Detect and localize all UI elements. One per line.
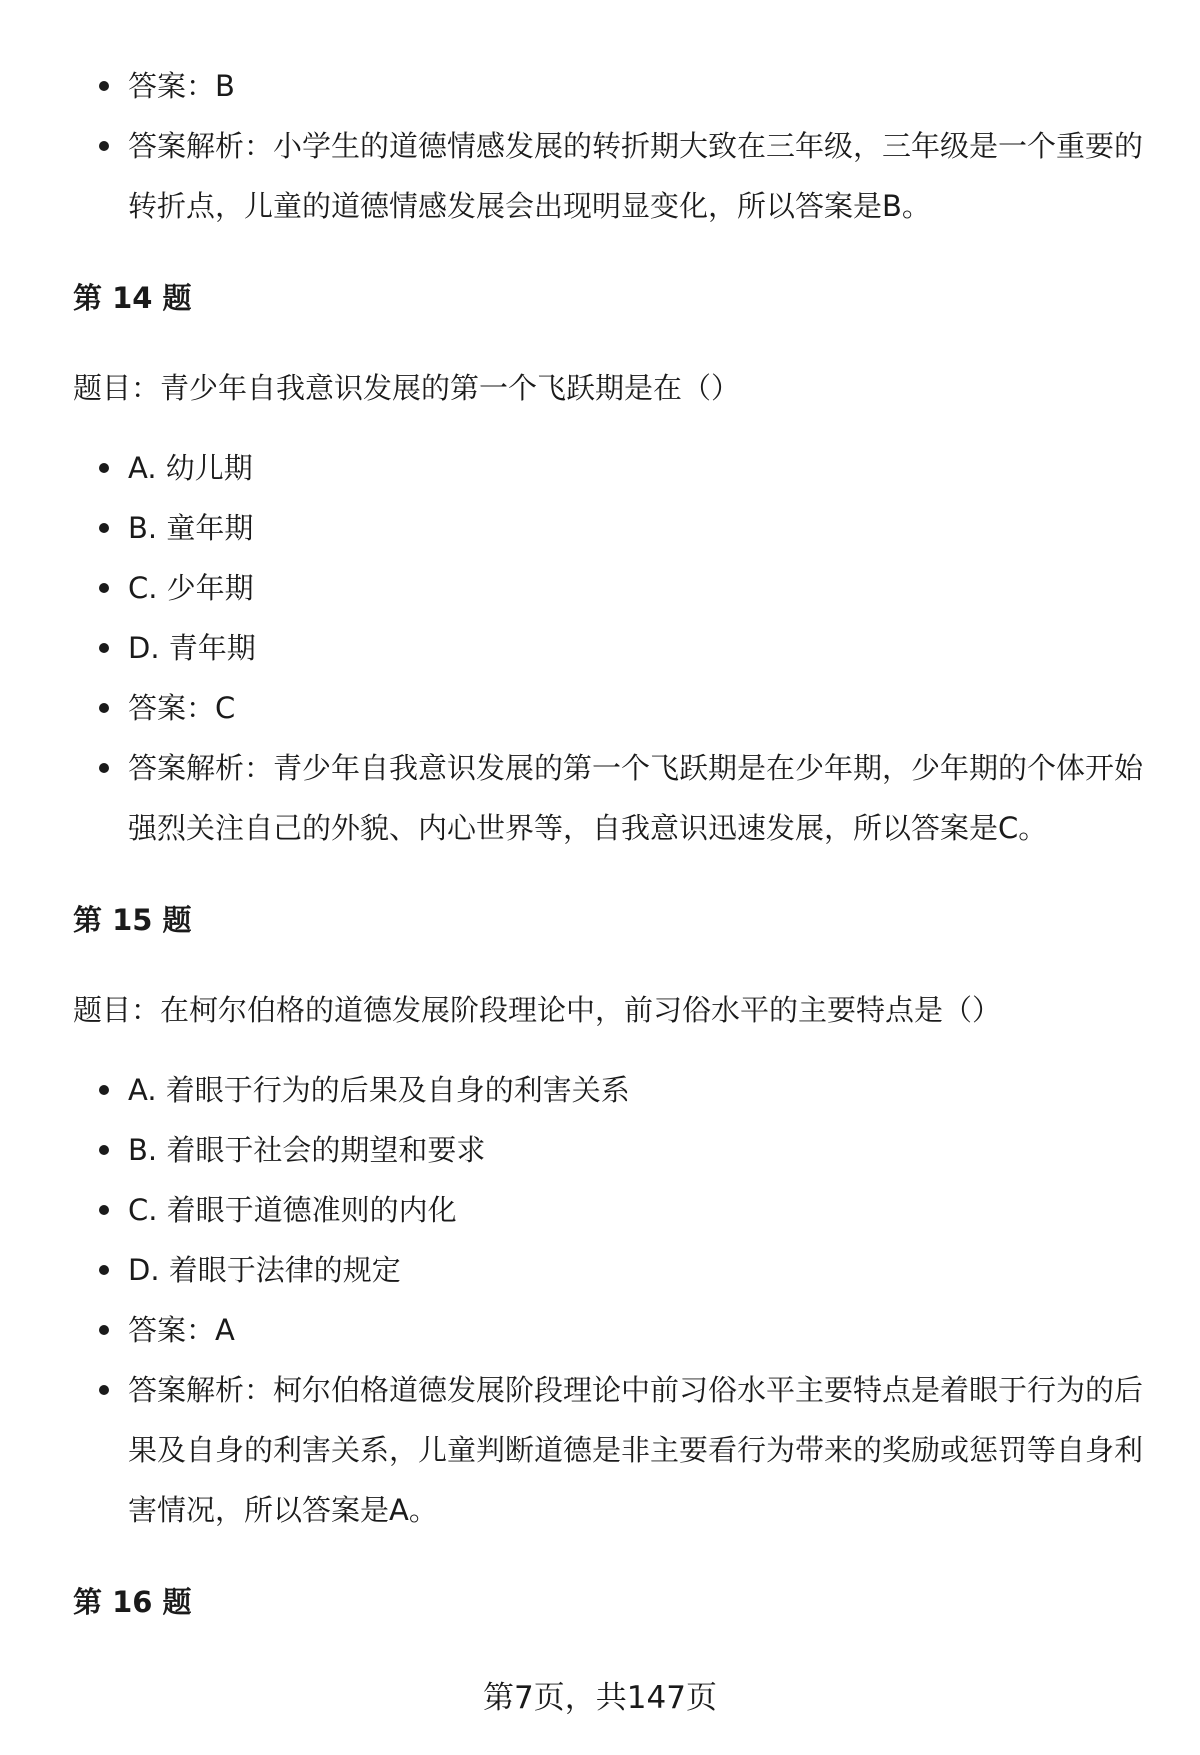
explanation-item: 答案解析：小学生的道德情感发展的转折期大致在三年级，三年级是一个重要的转折点，儿童的道德情感发展会出现明显变化，所以答案是B。 (73, 116, 1153, 236)
option-b: B. 着眼于社会的期望和要求 (73, 1120, 1153, 1180)
option-d: D. 着眼于法律的规定 (73, 1240, 1153, 1300)
question-heading-14: 第 14 题 (73, 281, 192, 315)
option-d: D. 青年期 (73, 618, 1153, 678)
answer-item: 答案：C (73, 678, 1153, 738)
option-c: C. 少年期 (73, 558, 1153, 618)
question-15-list (73, 1060, 1153, 1540)
document-content (73, 56, 1153, 1622)
option-a: A. 着眼于行为的后果及自身的利害关系 (73, 1060, 1153, 1120)
q13-tail-list (73, 56, 1153, 236)
question-heading-16: 第 16 题 (73, 1585, 192, 1619)
answer-item: 答案：A (73, 1300, 1153, 1360)
question-14-list (73, 438, 1153, 858)
question-heading-15: 第 15 题 (73, 903, 192, 937)
option-b: B. 童年期 (73, 498, 1153, 558)
explanation-item: 答案解析：青少年自我意识发展的第一个飞跃期是在少年期，少年期的个体开始强烈关注自己的外貌、内心世界等，自我意识迅速发展，所以答案是C。 (73, 738, 1153, 858)
explanation-item: 答案解析：柯尔伯格道德发展阶段理论中前习俗水平主要特点是着眼于行为的后果及自身的利害关系，儿童判断道德是非主要看行为带来的奖励或惩罚等自身利害情况，所以答案是A。 (73, 1360, 1153, 1540)
page-number-footer: 第7页，共147页 (483, 1680, 717, 1716)
question-stem-15: 题目：在柯尔伯格的道德发展阶段理论中，前习俗水平的主要特点是（） (73, 993, 1002, 1027)
answer-item: 答案：B (73, 56, 1153, 116)
option-a: A. 幼儿期 (73, 438, 1153, 498)
question-stem-14: 题目：青少年自我意识发展的第一个飞跃期是在（） (73, 371, 741, 405)
option-c: C. 着眼于道德准则的内化 (73, 1180, 1153, 1240)
